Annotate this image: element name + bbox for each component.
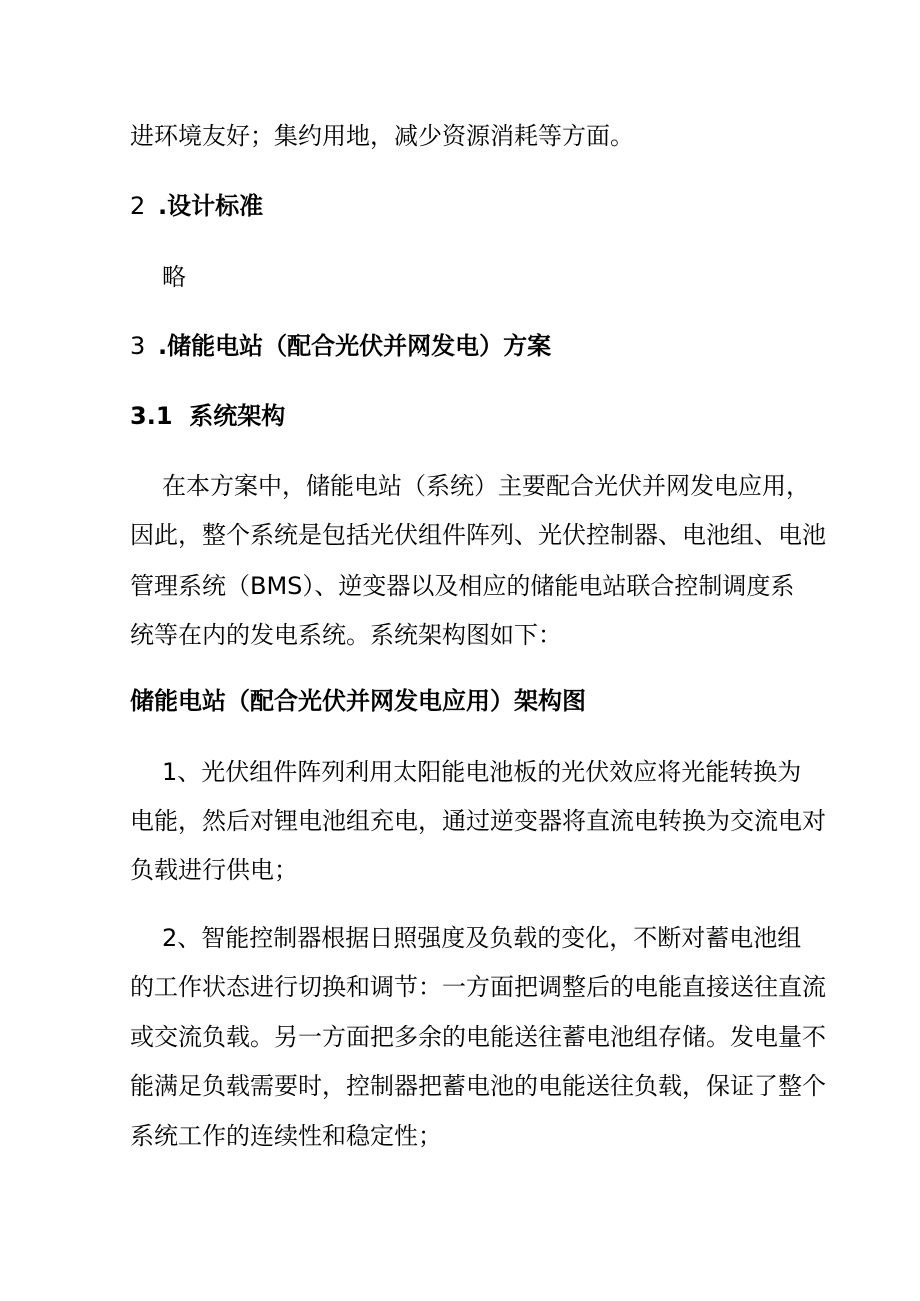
paragraph-line: 管理系统（BMS）、逆变器以及相应的储能电站联合控制调度系	[130, 572, 795, 600]
section-2-number: 2	[130, 192, 146, 220]
section-3-title: .储能电站（配合光伏并网发电）方案	[158, 332, 552, 360]
paragraph-line: 统等在内的发电系统。系统架构图如下：	[130, 621, 562, 649]
paragraph-line: 因此，整个系统是包括光伏组件阵列、光伏控制器、电池组、电池	[130, 521, 826, 549]
section-2-title: .设计标准	[158, 192, 264, 220]
figure-caption: 储能电站（配合光伏并网发电应用）架构图	[130, 687, 586, 715]
section-2-heading	[130, 188, 810, 224]
item-2-line: 2、智能控制器根据日照强度及负载的变化，不断对蓄电池组	[162, 924, 802, 952]
section-2-body: 略	[162, 263, 186, 291]
section-3-1-heading: 3.1 系统架构	[130, 402, 286, 430]
item-2-line: 的工作状态进行切换和调节：一方面把调整后的电能直接送往直流	[130, 973, 826, 1001]
paragraph-line: 在本方案中，储能电站（系统）主要配合光伏并网发电应用，	[162, 472, 810, 500]
item-2-line: 系统工作的连续性和稳定性；	[130, 1122, 442, 1150]
intro-line: 进环境友好；集约用地，减少资源消耗等方面。	[130, 122, 634, 150]
item-1-line: 电能，然后对锂电池组充电，通过逆变器将直流电转换为交流电对	[130, 807, 826, 835]
section-3-heading	[130, 328, 810, 364]
section-3-number: 3	[130, 332, 146, 360]
item-2-line: 或交流负载。另一方面把多余的电能送往蓄电池组存储。发电量不	[130, 1023, 826, 1051]
item-2-line: 能满足负载需要时，控制器把蓄电池的电能送往负载，保证了整个	[130, 1072, 826, 1100]
item-1-line: 负载进行供电；	[130, 856, 298, 884]
item-1-line: 1、光伏组件阵列利用太阳能电池板的光伏效应将光能转换为	[162, 758, 802, 786]
